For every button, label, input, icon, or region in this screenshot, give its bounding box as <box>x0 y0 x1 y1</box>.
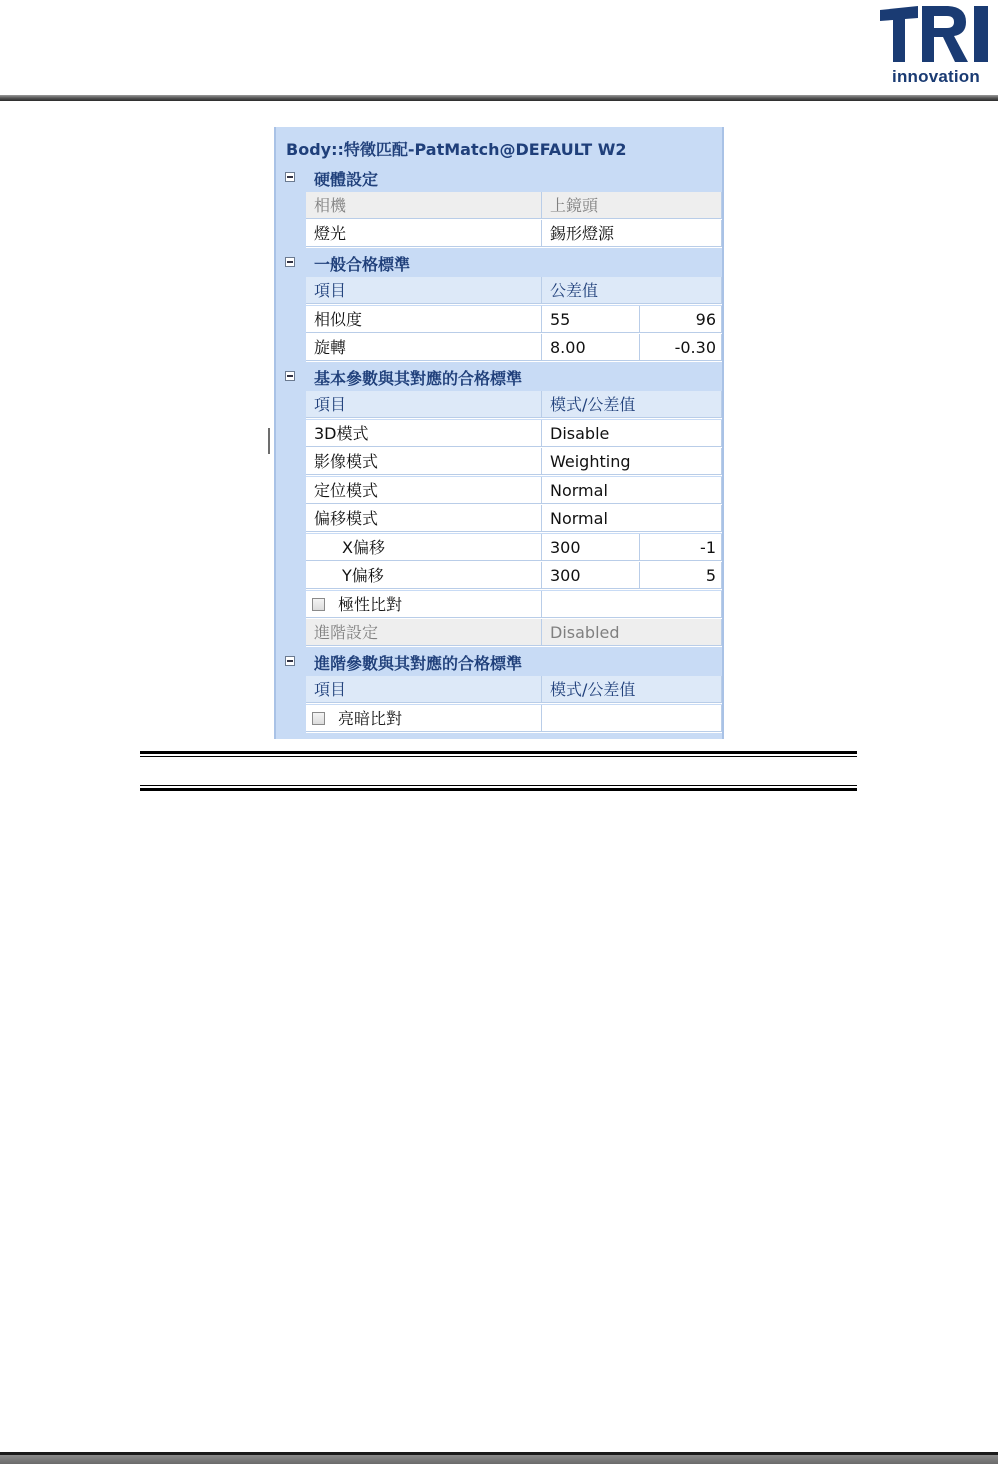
property-row-rotation[interactable] <box>306 334 722 362</box>
property-name: Y偏移 <box>306 562 542 589</box>
property-row-y-offset[interactable] <box>306 562 722 590</box>
property-row-similarity[interactable] <box>306 306 722 334</box>
property-row-image-mode[interactable] <box>306 448 722 476</box>
column-header-mode-tolerance: 模式/公差值 <box>542 676 722 703</box>
collapse-icon[interactable] <box>285 371 295 381</box>
property-row-polarity-match[interactable] <box>306 591 722 619</box>
property-row-3d-mode[interactable] <box>306 420 722 448</box>
property-value-2[interactable]: -0.30 <box>640 334 722 361</box>
section-advanced-params[interactable] <box>276 648 722 676</box>
collapse-icon[interactable] <box>285 656 295 666</box>
property-row-camera[interactable] <box>306 192 722 220</box>
column-header-item: 項目 <box>306 391 542 418</box>
tri-logo-mark-icon <box>878 4 994 66</box>
column-header-row <box>306 277 722 305</box>
brightness-match-checkbox[interactable] <box>312 712 325 725</box>
column-header-item: 項目 <box>306 277 542 304</box>
property-value-empty <box>542 705 722 732</box>
property-row-light[interactable] <box>306 220 722 248</box>
property-name: 進階設定 <box>306 619 542 646</box>
property-value[interactable]: Normal <box>542 477 722 504</box>
column-header-mode-tolerance: 模式/公差值 <box>542 391 722 418</box>
property-name: 定位模式 <box>306 477 542 504</box>
property-row-offset-mode[interactable] <box>306 505 722 533</box>
section-label: 一般合格標準 <box>314 255 411 274</box>
column-header-tolerance: 公差值 <box>542 277 722 304</box>
property-grid-panel <box>274 127 724 739</box>
panel-splitter-handle[interactable] <box>268 428 270 454</box>
property-name: 偏移模式 <box>306 505 542 532</box>
property-name <box>306 591 542 618</box>
property-name: 相機 <box>306 192 542 219</box>
property-value: Disabled <box>542 619 722 646</box>
property-value-empty <box>542 591 722 618</box>
section-general-criteria[interactable] <box>276 249 722 277</box>
collapse-icon[interactable] <box>285 257 295 267</box>
property-row-x-offset[interactable] <box>306 534 722 562</box>
tri-innovation-logo <box>878 4 994 88</box>
section-hardware[interactable] <box>276 164 722 192</box>
property-value-2[interactable]: 96 <box>640 306 722 333</box>
property-value-1[interactable]: 300 <box>542 562 640 589</box>
property-value-1[interactable]: 300 <box>542 534 640 561</box>
property-name: 旋轉 <box>306 334 542 361</box>
property-row-brightness-match[interactable] <box>306 705 722 733</box>
double-rule-top <box>140 751 857 757</box>
column-header-row <box>306 676 722 704</box>
section-label: 基本參數與其對應的合格標準 <box>314 369 523 388</box>
property-value[interactable]: Disable <box>542 420 722 447</box>
property-value-1[interactable]: 8.00 <box>542 334 640 361</box>
property-name: X偏移 <box>306 534 542 561</box>
property-value-1[interactable]: 55 <box>542 306 640 333</box>
property-value[interactable]: Normal <box>542 505 722 532</box>
header-divider <box>0 95 998 101</box>
property-name: 相似度 <box>306 306 542 333</box>
section-label: 進階參數與其對應的合格標準 <box>314 654 523 673</box>
checkbox-label: 極性比對 <box>338 595 403 614</box>
column-header-row <box>306 391 722 419</box>
logo-tagline: innovation <box>892 67 980 86</box>
footer-divider <box>0 1452 998 1464</box>
property-value[interactable]: Weighting <box>542 448 722 475</box>
property-name: 影像模式 <box>306 448 542 475</box>
checkbox-label: 亮暗比對 <box>338 709 403 728</box>
property-name: 燈光 <box>306 220 542 247</box>
property-name <box>306 705 542 732</box>
property-value: 上鏡頭 <box>542 192 722 219</box>
column-header-item: 項目 <box>306 676 542 703</box>
collapse-icon[interactable] <box>285 172 295 182</box>
property-value[interactable]: 錫形燈源 <box>542 220 722 247</box>
property-row-locate-mode[interactable] <box>306 477 722 505</box>
panel-title: Body::特徵匹配-PatMatch@DEFAULT W2 <box>286 140 627 159</box>
property-value-2[interactable]: -1 <box>640 534 722 561</box>
polarity-match-checkbox[interactable] <box>312 598 325 611</box>
property-name: 3D模式 <box>306 420 542 447</box>
property-row-advanced-setting[interactable] <box>306 619 722 647</box>
double-rule-bottom <box>140 785 857 791</box>
property-value-2[interactable]: 5 <box>640 562 722 589</box>
section-basic-params[interactable] <box>276 363 722 391</box>
section-label: 硬體設定 <box>314 170 379 189</box>
